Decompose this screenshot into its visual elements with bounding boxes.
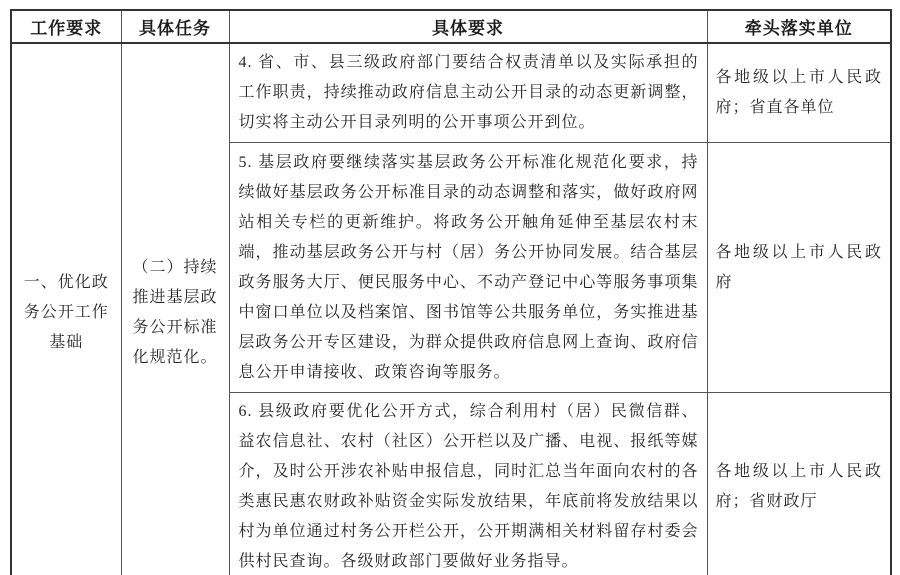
header-row (11, 10, 891, 43)
cell-specific-task: （二）持续推进基层政务公开标准化规范化。 (121, 43, 229, 575)
cell-work-requirement: 一、优化政务公开工作基础 (11, 43, 121, 575)
cell-lead-unit-item-6: 各地级以上市人民政府；省财政厅 (707, 393, 891, 575)
header-specific-task: 具体任务 (121, 10, 229, 43)
table-row (11, 43, 891, 143)
requirements-table (10, 9, 892, 575)
cell-lead-unit-item-5: 各地级以上市人民政府 (707, 143, 891, 393)
header-lead-unit: 牵头落实单位 (707, 10, 891, 43)
cell-requirement-item-4: 4. 省、市、县三级政府部门要结合权责清单以及实际承担的工作职责，持续推动政府信息主动公开目录的动态更新调整，切实将主动公开目录列明的公开事项公开到位。 (229, 43, 707, 143)
header-specific-requirement: 具体要求 (229, 10, 707, 43)
cell-requirement-item-6: 6. 县级政府要优化公开方式，综合利用村（居）民微信群、益农信息社、农村（社区）公开栏以及广播、电视、报纸等媒介，及时公开涉农补贴申报信息，同时汇总当年面向农村的各类惠民惠农财政补贴资金实际发放结果，年底前将发放结果以村为单位通过村务公开栏公开，公开期满相关材料留存村委会供村民查询。各级财政部门要做好业务指导。 (229, 393, 707, 575)
header-work-requirement: 工作要求 (11, 10, 121, 43)
cell-requirement-item-5: 5. 基层政府要继续落实基层政务公开标准化规范化要求，持续做好基层政务公开标准目录的动态调整和落实，做好政府网站相关专栏的更新维护。将政务公开触角延伸至基层农村末端，推动基层政务公开与村（居）务公开协同发展。结合基层政务服务大厅、便民服务中心、不动产登记中心等服务事项集中窗口单位以及档案馆、图书馆等公共服务单位，务实推进基层政务公开专区建设，为群众提供政府信息网上查询、政府信息公开申请接收、政策咨询等服务。 (229, 143, 707, 393)
cell-lead-unit-item-4: 各地级以上市人民政府；省直各单位 (707, 43, 891, 143)
